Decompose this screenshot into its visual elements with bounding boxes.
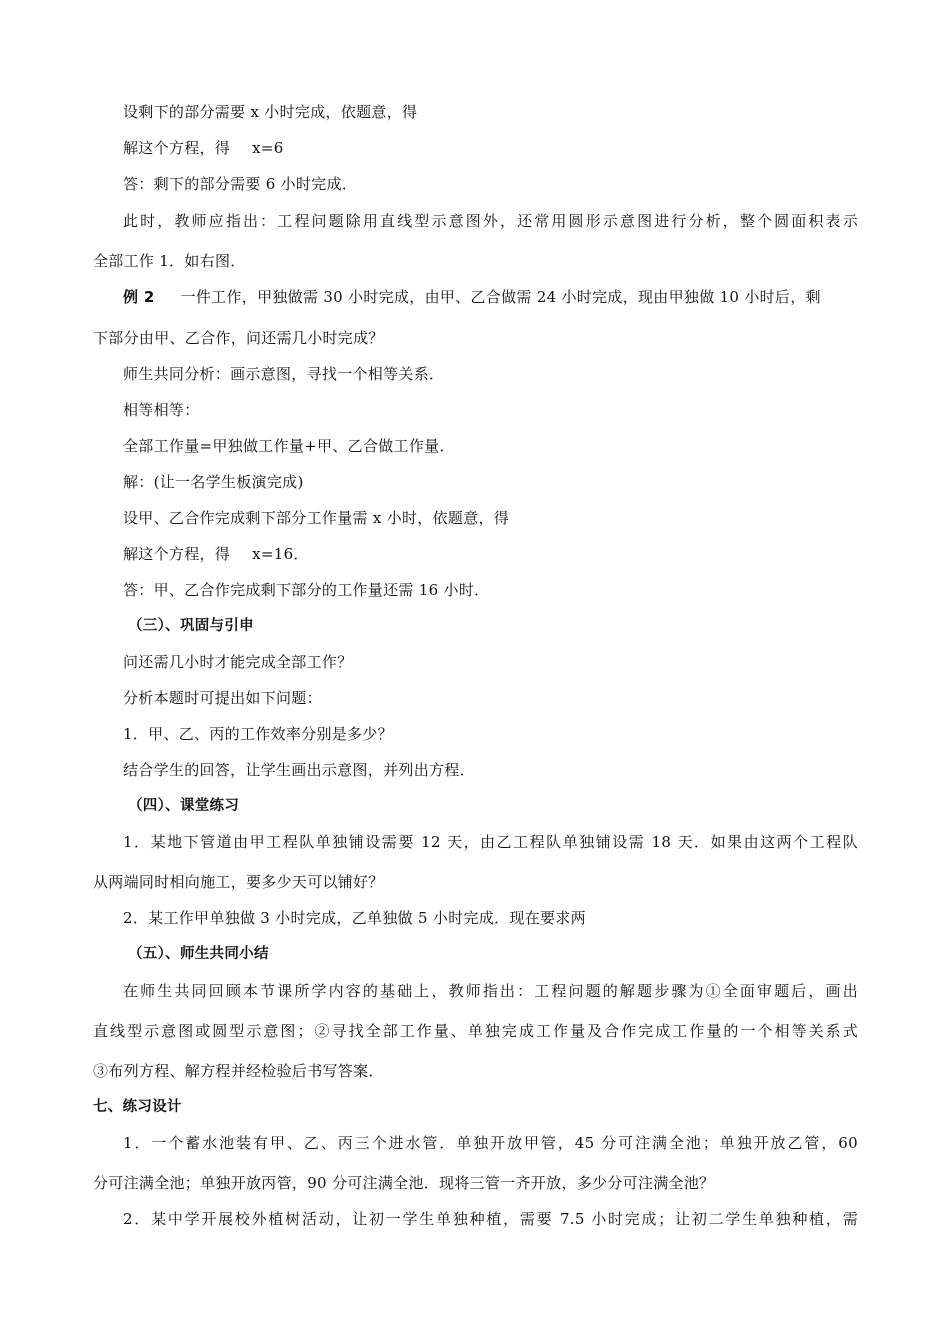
example-line bbox=[123, 287, 858, 307]
text-line bbox=[123, 544, 309, 564]
paragraph-line: 此时，教师应指出：工程问题除用直线型示意图外，还常用圆形示意图进行分析，整个圆面积表示 bbox=[123, 212, 858, 230]
section-heading: （三）、巩固与引申 bbox=[128, 618, 254, 634]
paragraph-line: 全部工作 1．如右图． bbox=[93, 252, 246, 270]
text-line: 设甲、乙合作完成剩下部分工作量需 x 小时，依题意，得 bbox=[123, 509, 510, 527]
text-line: 1．甲、乙、丙的工作效率分别是多少？ bbox=[123, 725, 393, 743]
text-line bbox=[123, 138, 284, 158]
paragraph-line: 1．某地下管道由甲工程队单独铺设需要 12 天，由乙工程队单独铺设需 18 天．如果由这两个工程队 bbox=[123, 833, 858, 851]
text-segment: 一件工作，甲独做需 30 小时完成，由甲、乙合做需 24 小时完成，现由甲独做 10 小时后，剩 bbox=[180, 288, 821, 306]
example-label: 例 2 bbox=[123, 288, 155, 306]
text-line: 设剩下的部分需要 x 小时完成，依题意，得 bbox=[123, 103, 418, 121]
text-line: 2．某工作甲单独做 3 小时完成，乙单独做 5 小时完成．现在要求两 bbox=[123, 909, 586, 927]
text-line: 师生共同分析：画示意图，寻找一个相等关系． bbox=[123, 365, 445, 383]
text-line: 答：甲、乙合作完成剩下部分的工作量还需 16 小时． bbox=[123, 581, 490, 599]
paragraph-line: 1．一个蓄水池装有甲、乙、丙三个进水管．单独开放甲管，45 分可注满全池；单独开放乙管，60 bbox=[123, 1134, 858, 1152]
paragraph-line: 直线型示意图或圆型示意图；②寻找全部工作量、单独完成工作量及合作完成工作量的一个相等关系式 bbox=[93, 1022, 858, 1040]
section-heading: 七、练习设计 bbox=[93, 1099, 182, 1115]
section-heading: （五）、师生共同小结 bbox=[128, 946, 269, 962]
equation-result: x=16． bbox=[252, 545, 309, 563]
text-segment: 解这个方程，得 bbox=[123, 139, 231, 157]
text-line: 解：(让一名学生板演完成) bbox=[123, 473, 304, 491]
section-heading: （四）、课堂练习 bbox=[128, 798, 240, 814]
text-line: 问还需几小时才能完成全部工作？ bbox=[123, 653, 353, 671]
text-line: 相等相等： bbox=[123, 401, 200, 419]
text-line: 全部工作量=甲独做工作量+甲、乙合做工作量． bbox=[123, 437, 455, 455]
paragraph-line: 从两端同时相向施工，要多少天可以铺好？ bbox=[93, 873, 384, 891]
paragraph-line: 下部分由甲、乙合作，问还需几小时完成？ bbox=[93, 329, 384, 347]
paragraph-line: 分可注满全池；单独开放丙管，90 分可注满全池．现将三管一齐开放，多少分可注满全池？ bbox=[93, 1174, 715, 1192]
text-segment: 解这个方程，得 bbox=[123, 545, 231, 563]
text-line: 结合学生的回答，让学生画出示意图，并列出方程． bbox=[123, 761, 475, 779]
equation-result: x=6 bbox=[252, 139, 284, 157]
paragraph-line: ③布列方程、解方程并经检验后书写答案． bbox=[93, 1062, 384, 1080]
text-line: 答：剩下的部分需要 6 小时完成． bbox=[123, 175, 358, 193]
paragraph-line: 2．某中学开展校外植树活动，让初一学生单独种植，需要 7.5 小时完成；让初二学生单独种植，需 bbox=[123, 1210, 858, 1228]
text-line: 分析本题时可提出如下问题： bbox=[123, 689, 322, 707]
paragraph-line: 在师生共同回顾本节课所学内容的基础上，教师指出：工程问题的解题步骤为①全面审题后，画出 bbox=[123, 982, 858, 1000]
